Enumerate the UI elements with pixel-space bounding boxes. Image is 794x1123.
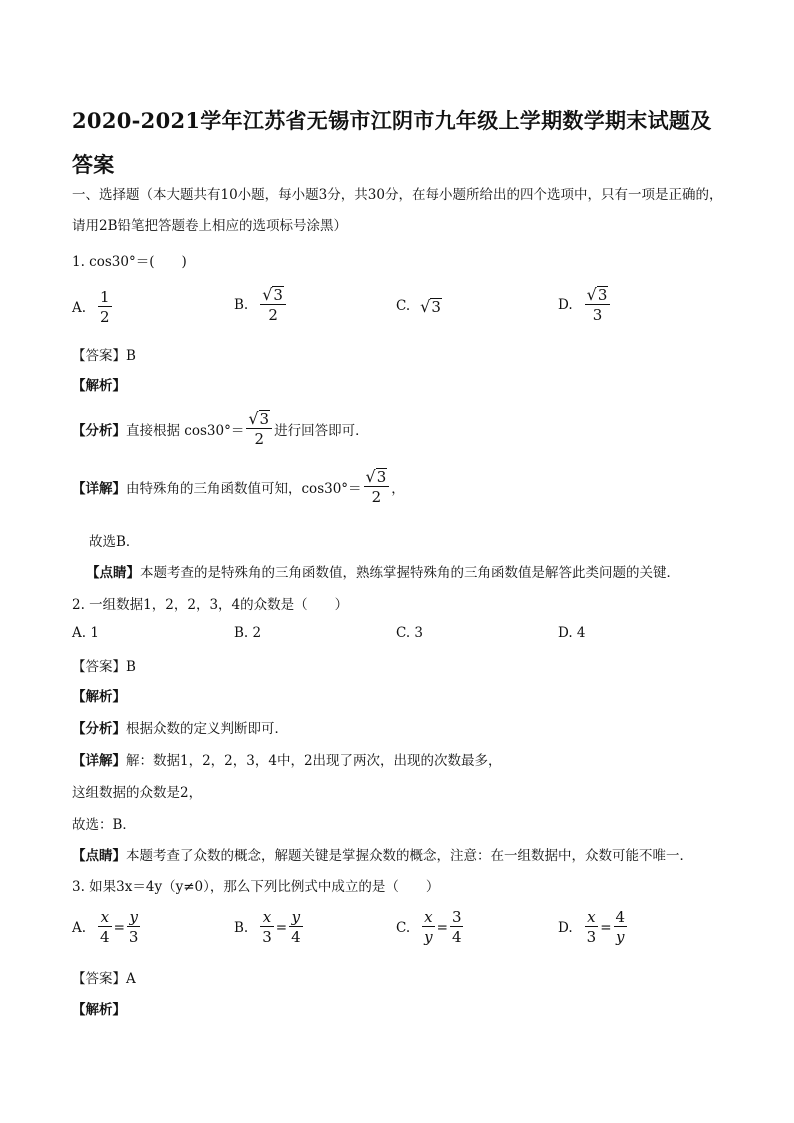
q1-jiexi: 【解析】 bbox=[72, 378, 126, 394]
comment-text: 本题考查了众数的概念，解题关键是掌握众数的概念，注意：在一组数据中，众数可能不唯一． bbox=[126, 848, 693, 864]
q1-option-b bbox=[234, 284, 288, 325]
q3-option-b: B. $\frac{x}{3}$ = $\frac{y}{4}$ bbox=[234, 908, 301, 946]
analysis-text-post: 进行回答即可． bbox=[274, 422, 369, 439]
q1-option-a-fraction bbox=[98, 288, 112, 327]
q2-comment bbox=[72, 844, 693, 864]
q1-choose: 故选B． bbox=[89, 534, 140, 550]
q1-option-c bbox=[396, 296, 442, 316]
q3-answer: 【答案】A bbox=[72, 971, 136, 987]
q3-option-a: A. $\frac{x}{4}$ = $\frac{y}{3}$ bbox=[72, 908, 139, 946]
q2-answer: 【答案】B bbox=[72, 659, 136, 675]
analysis-text: 根据众数的定义判断即可． bbox=[126, 721, 288, 737]
detail-tag: 【详解】 bbox=[72, 753, 126, 769]
sqrt-symbol: √ 3 bbox=[365, 467, 387, 486]
q1-detail bbox=[72, 466, 405, 507]
q1-option-a bbox=[72, 288, 114, 327]
q1-option-d bbox=[558, 284, 612, 325]
q3-option-c: C. $\frac{x}{y}$ = $\frac{3}{4}$ bbox=[396, 908, 462, 946]
fraction-denominator: 2 bbox=[371, 488, 382, 506]
analysis-tag: 【分析】 bbox=[72, 721, 126, 737]
analysis-tag: 【分析】 bbox=[72, 422, 126, 439]
q2-detail bbox=[72, 749, 502, 769]
q3-stem: 3. 如果3x＝4y（y≠0），那么下列比例式中成立的是（ ） bbox=[72, 879, 440, 895]
sqrt-symbol: √ 3 bbox=[248, 409, 270, 428]
q3-jiexi: 【解析】 bbox=[72, 1002, 126, 1018]
comment-tag: 【点睛】 bbox=[86, 565, 140, 581]
detail-text: 解：数据1，2，2，3，4中，2出现了两次，出现的次数最多， bbox=[126, 753, 502, 769]
q2-stem: 2. 一组数据1，2，2，3，4的众数是（ ） bbox=[72, 597, 349, 613]
q1-option-c-label: C. bbox=[396, 298, 411, 314]
q2-choose: 故选：B． bbox=[72, 817, 136, 833]
q2-jiexi: 【解析】 bbox=[72, 689, 126, 705]
detail-tag: 【详解】 bbox=[72, 480, 126, 497]
fraction-denominator: 2 bbox=[100, 308, 110, 326]
q1-comment bbox=[86, 561, 680, 581]
sqrt-symbol: √ 3 bbox=[586, 285, 608, 304]
detail-fraction bbox=[364, 466, 390, 507]
q2-analysis bbox=[72, 717, 288, 737]
q1-option-b-label: B. bbox=[234, 296, 249, 313]
section-heading: 一、选择题（本大题共有10小题，每小题3分，共30分，在每小题所给出的四个选项中，只有一项是正确的，请用2B铅笔把答题卷上相应的选项标号涂黑） bbox=[72, 187, 723, 234]
q3-option-b-label: B. bbox=[234, 919, 249, 936]
q2-option-c: C. 3 bbox=[396, 625, 424, 641]
q1-option-d-label: D. bbox=[558, 296, 573, 313]
q1-analysis bbox=[72, 408, 369, 449]
analysis-text-pre: 直接根据 cos30°＝ bbox=[126, 422, 245, 439]
q2-option-b: B. 2 bbox=[234, 625, 262, 641]
q3-option-c-label: C. bbox=[396, 919, 411, 936]
q1-option-b-fraction bbox=[260, 284, 286, 325]
analysis-fraction bbox=[246, 408, 272, 449]
q2-detail-2: 这组数据的众数是2， bbox=[72, 785, 203, 801]
q2-option-d: D. 4 bbox=[558, 625, 586, 641]
q1-option-a-label: A. bbox=[72, 299, 87, 316]
document-title: 2020-2021学年江苏省无锡市江阴市九年级上学期数学期末试题及答案 bbox=[72, 108, 712, 177]
detail-text-post: ， bbox=[391, 480, 405, 497]
q1-answer: 【答案】B bbox=[72, 348, 136, 364]
fraction-denominator: 2 bbox=[254, 430, 264, 448]
comment-text: 本题考查的是特殊角的三角函数值，熟练掌握特殊角的三角函数值是解答此类问题的关键． bbox=[140, 565, 680, 581]
q2-option-a: A. 1 bbox=[72, 625, 99, 641]
sqrt-symbol: √ 3 bbox=[420, 297, 441, 316]
comment-tag: 【点睛】 bbox=[72, 848, 126, 864]
fraction-denominator: 2 bbox=[268, 306, 278, 324]
fraction-denominator: 3 bbox=[592, 306, 603, 324]
q1-stem: 1. cos30°＝( ) bbox=[72, 254, 187, 270]
q3-option-d: D. $\frac{x}{3}$ = $\frac{4}{y}$ bbox=[558, 908, 626, 946]
sqrt-symbol: √ 3 bbox=[262, 285, 283, 304]
detail-text-pre: 由特殊角的三角函数值可知，cos30°＝ bbox=[126, 480, 362, 497]
fraction-numerator: 1 bbox=[100, 288, 110, 306]
q3-option-a-label: A. bbox=[72, 919, 87, 936]
q1-option-d-fraction bbox=[585, 284, 611, 325]
q3-option-d-label: D. bbox=[558, 919, 573, 936]
